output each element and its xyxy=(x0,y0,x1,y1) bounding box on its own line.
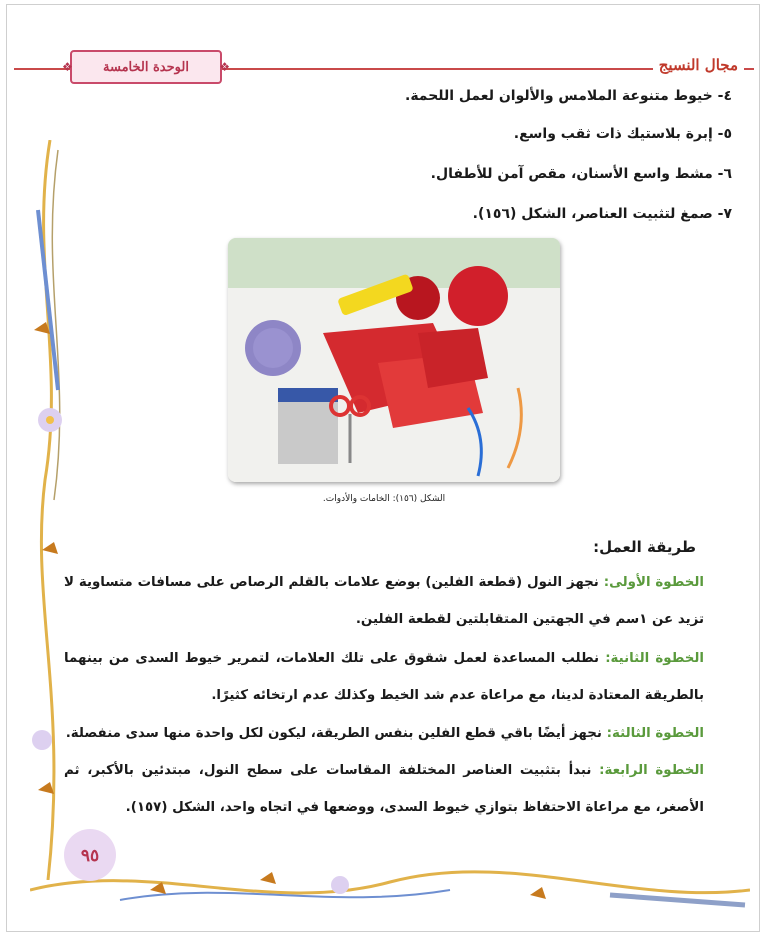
ornament-icon: ❖ xyxy=(62,60,73,74)
step-text: نطلب المساعدة لعمل شقوق على تلك العلامات، لتمرير خيوط السدى من بينهما بالطريقة المعتادة لدينا، مع مراعاة عدم شد الخيط وكذلك عدم ارتخائه كثيرًا. xyxy=(64,651,704,703)
butterfly-icon xyxy=(530,887,546,899)
ornament-icon: ❖ xyxy=(219,60,230,74)
materials-photo xyxy=(228,238,560,482)
step-label: الخطوة الأولى: xyxy=(603,575,705,590)
step-text: نجهز النول (قطعة الفلين) بوضع علامات بالقلم الرصاص على مسافات متساوية لا تزيد عن ١سم في الجهتين المتقابلتين لقطعة الفلين. xyxy=(64,575,704,627)
section-heading: طريقة العمل: xyxy=(593,538,696,556)
step-paragraph xyxy=(64,564,704,638)
figure-caption: الشكل (١٥٦): الخامات والأدوات. xyxy=(322,494,446,504)
list-item: ٤- خيوط متنوعة الملامس والألوان لعمل اللحمة. xyxy=(405,88,732,104)
butterfly-icon xyxy=(42,542,58,554)
step-paragraph xyxy=(64,640,704,714)
step-label: الخطوة الثالثة: xyxy=(606,726,704,741)
unit-badge xyxy=(62,50,230,84)
decorative-vine-left xyxy=(20,140,80,880)
step-paragraph xyxy=(64,752,704,826)
unit-title: الوحدة الخامسة xyxy=(103,59,189,75)
step-label: الخطوة الرابعة: xyxy=(599,763,705,778)
list-item: ٧- صمغ لتثبيت العناصر، الشكل (١٥٦). xyxy=(472,206,732,222)
butterfly-icon xyxy=(38,782,54,794)
list-item: ٦- مشط واسع الأسنان، مقص آمن للأطفال. xyxy=(430,166,732,182)
field-title: مجال النسيج xyxy=(653,56,744,74)
step-label: الخطوة الثانية: xyxy=(605,651,705,666)
materials-illustration xyxy=(228,238,560,482)
flower-icon xyxy=(331,876,349,894)
butterfly-icon xyxy=(260,872,276,884)
decorative-border-bottom xyxy=(30,820,750,920)
step-paragraph xyxy=(64,715,704,752)
list-item: ٥- إبرة بلاستيك ذات ثقب واسع. xyxy=(513,126,732,142)
flower-icon xyxy=(32,730,52,750)
step-text: نجهز أيضًا باقي قطع الفلين بنفس الطريقة، ليكون لكل واحدة منها سدى منفصلة. xyxy=(65,726,602,741)
step-text: نبدأ بتثبيت العناصر المختلفة المقاسات على سطح النول، مبتدئين بالأكبر، ثم الأصغر، مع مراعاة الاحتفاظ بتوازي خيوط السدى، ووضعها في اتجاه واحد، الشكل (١٥٧). xyxy=(64,763,704,815)
page-number: ٩٥ xyxy=(80,846,100,866)
